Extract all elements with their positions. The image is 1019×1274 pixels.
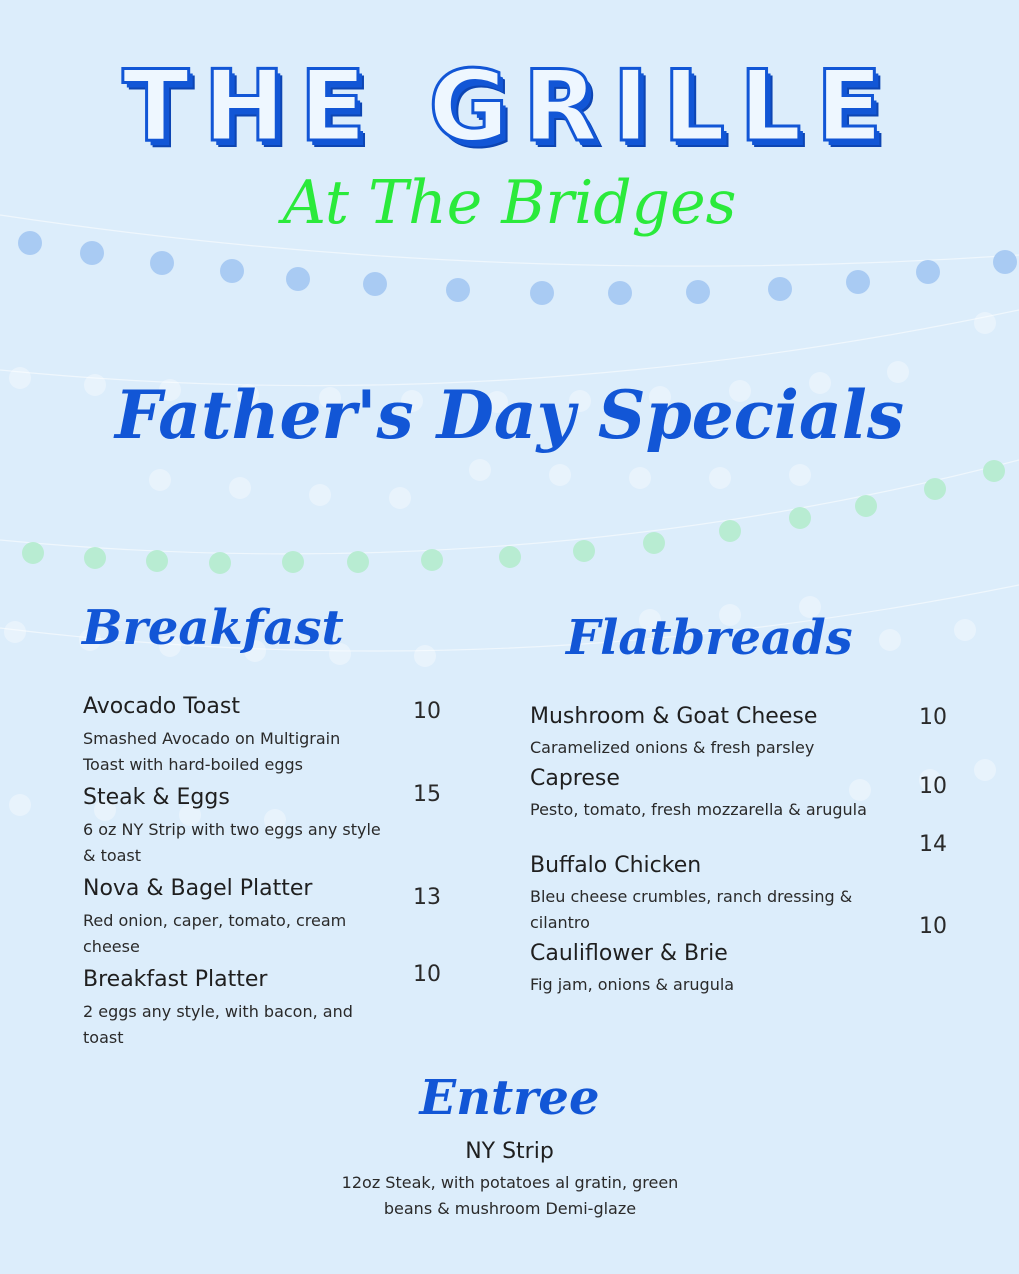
item-price: 14 [919, 832, 947, 857]
garland-dot [530, 281, 554, 305]
item-price: 13 [413, 885, 441, 910]
garland-dot [414, 645, 436, 667]
garland-dot [149, 469, 171, 491]
item-price: 10 [413, 962, 441, 987]
garland-dot [146, 550, 168, 572]
entree-heading: Entree [419, 1070, 600, 1126]
item-description: Smashed Avocado on Multigrain Toast with hard-boiled eggs [83, 729, 341, 774]
garland-dot [347, 551, 369, 573]
garland-dot [974, 312, 996, 334]
garland-dot [22, 542, 44, 564]
item-description: 6 oz NY Strip with two eggs any style & toast [83, 820, 381, 865]
item-price: 15 [413, 782, 441, 807]
garland-dot [643, 532, 665, 554]
garland-dot [9, 794, 31, 816]
garland-dot [629, 467, 651, 489]
item-description: Red onion, caper, tomato, cream cheese [83, 911, 347, 956]
garland-dot [709, 467, 731, 489]
garland-dot [719, 520, 741, 542]
flatbreads-heading: Flatbreads [566, 610, 853, 666]
garland-dot [768, 277, 792, 301]
garland-dot [499, 546, 521, 568]
item-name: Caprese [530, 766, 620, 791]
item-name: Steak & Eggs [83, 785, 230, 810]
item-price: 10 [919, 774, 947, 799]
garland-dot [974, 759, 996, 781]
item-name: Nova & Bagel Platter [83, 876, 313, 901]
garland-dot [229, 477, 251, 499]
item-name: Breakfast Platter [83, 967, 268, 992]
garland-dot [80, 241, 104, 265]
garland-dot [608, 281, 632, 305]
restaurant-subtitle: At The Bridges [282, 168, 737, 238]
item-description: 2 eggs any style, with bacon, and toast [83, 1002, 353, 1047]
item-name: Mushroom & Goat Cheese [530, 704, 818, 729]
garland-dot [282, 551, 304, 573]
item-description: Caramelized onions & fresh parsley [530, 738, 815, 757]
garland-dot [879, 629, 901, 651]
garland-dot [855, 495, 877, 517]
garland-dot [286, 267, 310, 291]
item-price: 10 [413, 699, 441, 724]
item-description: Bleu cheese crumbles, ranch dressing & cilantro [530, 887, 853, 932]
garland-dot [421, 549, 443, 571]
garland-dot [309, 484, 331, 506]
item-name: Buffalo Chicken [530, 853, 702, 878]
garland-dot [363, 272, 387, 296]
garland-dot [789, 507, 811, 529]
garland-dot [209, 552, 231, 574]
item-price: 10 [919, 914, 947, 939]
garland-dot [993, 250, 1017, 274]
item-name: Avocado Toast [83, 694, 240, 719]
garland-dot [4, 621, 26, 643]
item-name: Cauliflower & Brie [530, 941, 728, 966]
garland-dot [446, 278, 470, 302]
garland-dot [220, 259, 244, 283]
restaurant-title: THE GRILLE [122, 50, 897, 164]
garland-dot [150, 251, 174, 275]
garland-dot [389, 487, 411, 509]
garland-dot [686, 280, 710, 304]
item-description: Fig jam, onions & arugula [530, 975, 735, 994]
garland-dot [954, 619, 976, 641]
garland-dot [573, 540, 595, 562]
breakfast-heading: Breakfast [82, 600, 344, 656]
item-description: Pesto, tomato, fresh mozzarella & arugula [530, 800, 867, 819]
item-name: NY Strip [465, 1139, 554, 1164]
garland-dot [84, 547, 106, 569]
garland-dot [916, 260, 940, 284]
specials-banner: Father's Day Specials [115, 376, 904, 454]
item-price: 10 [919, 705, 947, 730]
item-description: 12oz Steak, with potatoes al gratin, green beans & mushroom Demi-glaze [341, 1173, 679, 1218]
garland-dot [924, 478, 946, 500]
garland-dot [846, 270, 870, 294]
